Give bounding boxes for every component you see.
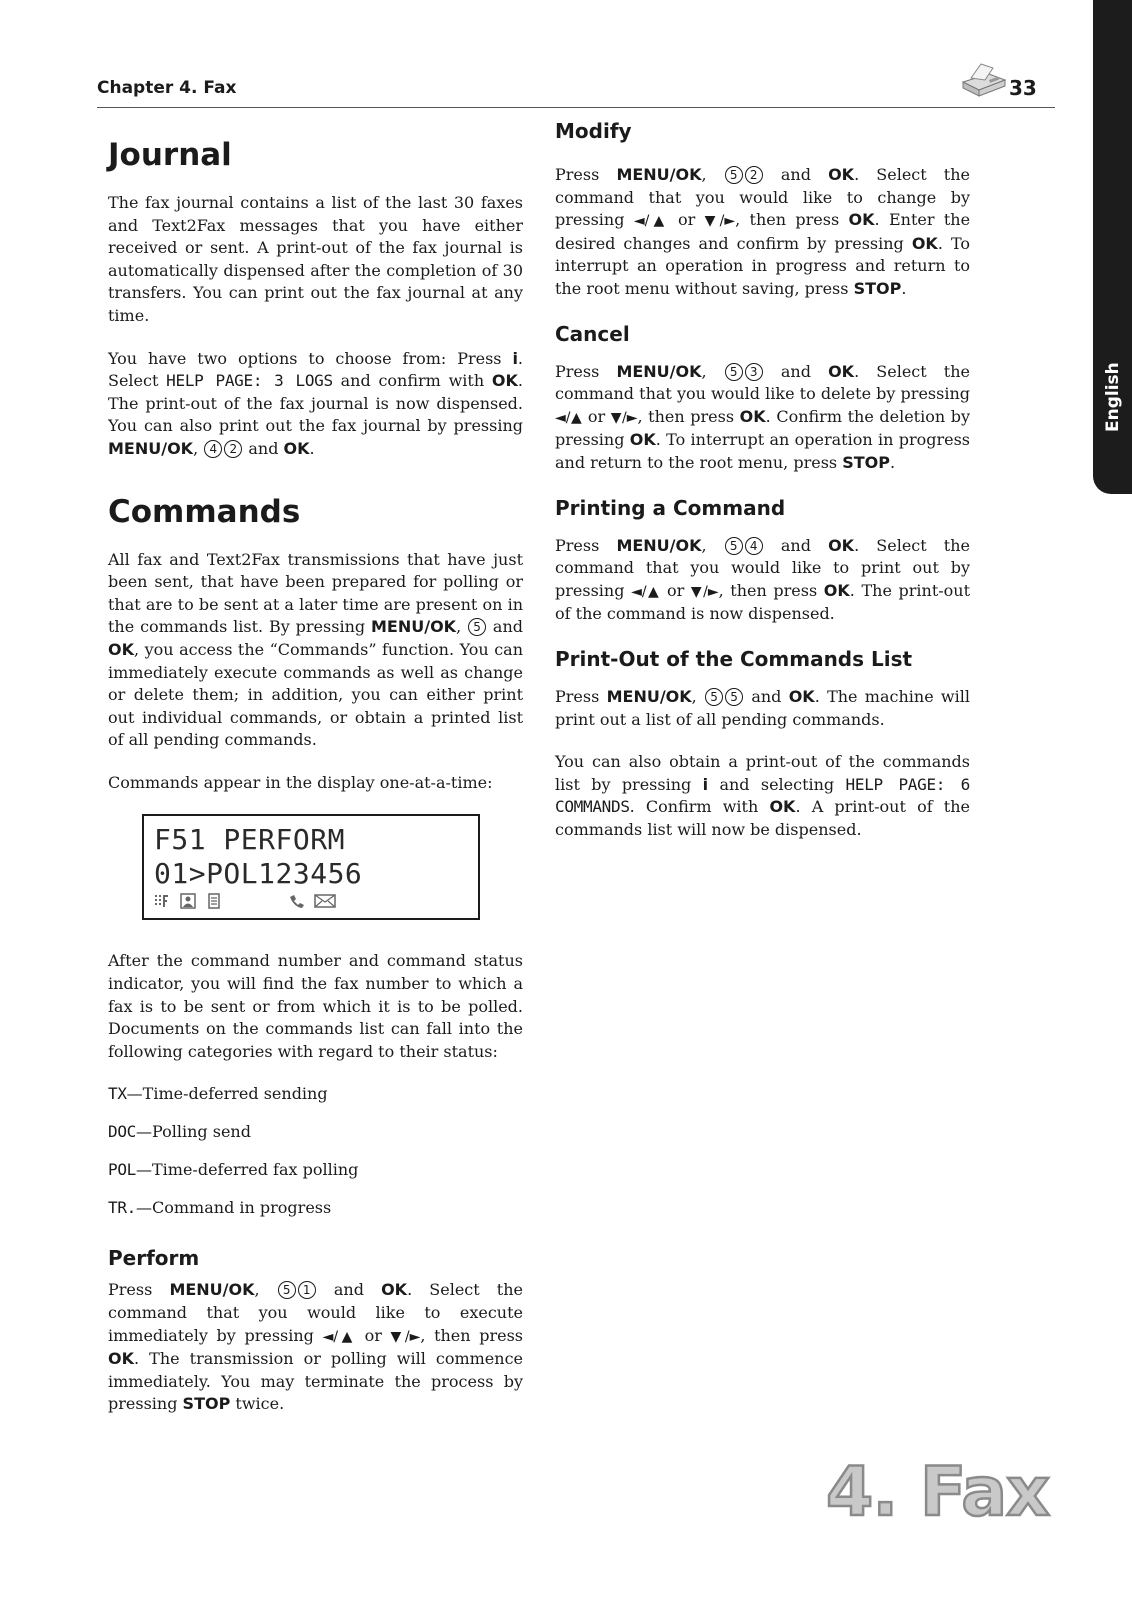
page-header	[97, 78, 1055, 108]
ok-key: OK	[629, 430, 656, 450]
key-5-icon: 5	[468, 618, 486, 636]
journal-heading: Journal	[108, 137, 232, 173]
fine-resolution-icon	[154, 893, 170, 909]
cancel-heading: Cancel	[555, 321, 630, 346]
commands-heading: Commands	[108, 493, 301, 530]
lcd-line-2: 01>POL123456	[154, 857, 363, 891]
arrow-down-right-icon: ▼/►	[390, 1328, 421, 1345]
arrow-left-up-icon: ◄/▲	[633, 213, 669, 230]
stop-key: STOP	[853, 278, 902, 298]
key-4-icon: 4	[204, 440, 222, 458]
ok-key: OK	[739, 406, 766, 426]
key-2-icon: 2	[745, 166, 763, 184]
printing-command-paragraph: Press MENU/OK, 5 4 and OK. Select the command that you would like to print out by pressing ◄/▲ or ▼/►, then press OK. The print-out of the command is now dispensed.	[555, 535, 971, 624]
menu-ok-key: MENU/OK	[370, 617, 457, 637]
key-4-icon: 4	[745, 537, 763, 555]
envelope-icon	[314, 893, 336, 909]
key-5-icon: 5	[725, 166, 743, 184]
left-column	[108, 118, 523, 1436]
ok-key: OK	[769, 797, 796, 817]
commands-paragraph-1: All fax and Text2Fax transmissions that have just been sent, that have been prepared for polling or that are to be sent at a later time are present on in the commands list. By pressing MENU/OK, 5 and OK, you access the “Commands” function. You can immediately execute commands as well as change or delete them; in addition, you can either print out individual commands, or obtain a printed list of all pending commands.	[108, 549, 523, 750]
commands-paragraph-2: Commands appear in the display one-at-a-time:	[108, 772, 493, 792]
chapter-footer-title: 4. Fax	[826, 1453, 1050, 1532]
menu-ok-key: MENU/OK	[606, 686, 692, 706]
status-item-pol: POL—Time-deferred fax polling	[108, 1160, 359, 1180]
lcd-status-icons	[154, 893, 454, 913]
cancel-paragraph: Press MENU/OK, 5 3 and OK. Select the command that you would like to delete by pressing ◄/▲ or ▼/►, then press OK. Confirm the deletion by pressing OK. To interrupt an operation in progress and return to the root menu, press STOP.	[555, 361, 971, 472]
info-key-icon: i	[512, 348, 518, 368]
ok-key: OK	[828, 361, 855, 381]
status-list	[108, 1083, 523, 1219]
arrow-down-right-icon: ▼/►	[610, 409, 638, 426]
telephone-icon	[288, 893, 306, 909]
arrow-left-up-icon: ◄/▲	[631, 583, 661, 600]
photo-mode-icon	[180, 893, 196, 909]
language-tab-label: English	[1103, 362, 1123, 432]
menu-ok-key: MENU/OK	[616, 535, 702, 555]
ok-key: OK	[828, 165, 855, 184]
key-1-icon: 1	[298, 1281, 316, 1299]
menu-ok-key: MENU/OK	[169, 1280, 255, 1300]
menu-ok-key: MENU/OK	[108, 438, 194, 458]
lcd-line-1: F51 PERFORM	[154, 823, 345, 857]
right-column	[555, 118, 970, 861]
printout-list-paragraph-1: Press MENU/OK, 5 5 and OK. The machine will print out a list of all pending commands.	[555, 686, 970, 729]
display-code: HELP PAGE: 3 LOGS	[166, 371, 333, 391]
header-divider	[97, 107, 1055, 108]
key-3-icon: 3	[745, 363, 763, 381]
ok-key: OK	[823, 580, 850, 600]
ok-key: OK	[283, 438, 310, 458]
printing-command-heading: Printing a Command	[555, 495, 786, 520]
display-code: HELP PAGE: 6 COMMANDS	[555, 774, 971, 817]
perform-heading: Perform	[108, 1246, 200, 1271]
arrow-down-right-icon: ▼/►	[690, 583, 719, 600]
fax-machine-icon	[959, 60, 1007, 104]
key-2-icon: 2	[224, 440, 242, 458]
key-5-icon: 5	[725, 688, 743, 706]
journal-paragraph-2: You have two options to choose from: Press i. Select HELP PAGE: 3 LOGS and confirm with OK. The print-out of the fax journal is now dispensed. You can also print out the fax journal by pressing MENU/OK, 4 2 and OK.	[108, 348, 524, 458]
ok-key: OK	[911, 233, 938, 253]
status-item-tr: TR.—Command in progress	[108, 1198, 332, 1218]
info-key-icon: i	[702, 774, 709, 794]
printout-list-heading: Print-Out of the Commands List	[555, 646, 913, 671]
menu-ok-key: MENU/OK	[616, 361, 702, 381]
arrow-left-up-icon: ◄/▲	[555, 409, 583, 426]
printout-list-paragraph-2: You can also obtain a print-out of the commands list by pressing i and selecting HELP PAGE: 6 COMMANDS. Confirm with OK. A print-out of the commands list will now be dispensed.	[555, 752, 971, 839]
page-number: 33	[1009, 76, 1037, 100]
key-5-icon: 5	[725, 363, 743, 381]
ok-key: OK	[828, 535, 855, 555]
arrow-down-right-icon: ▼/►	[704, 213, 736, 230]
modify-paragraph: Press MENU/OK, 5 2 and OK. Select the command that you would like to change by pressing ◄/▲ or ▼/►, then press OK. Enter the desired changes and confirm by pressing OK. To interrupt an operation in progress and return to the root menu without saving, press STOP.	[555, 165, 971, 298]
key-5-icon: 5	[725, 537, 743, 555]
ok-key: OK	[108, 639, 134, 659]
journal-paragraph-1: The fax journal contains a list of the last 30 faxes and Text2Fax messages that you have either received or sent. A print-out of the fax journal is automatically dispensed after the completion of 30 transfers. You can print out the fax journal at any time.	[108, 193, 523, 325]
ok-key: OK	[788, 686, 815, 706]
lcd-display	[142, 814, 480, 920]
stop-key: STOP	[182, 1394, 231, 1414]
key-5-icon: 5	[705, 688, 723, 706]
ok-key: OK	[108, 1349, 134, 1369]
status-item-doc: DOC—Polling send	[108, 1122, 251, 1142]
document-icon	[206, 893, 222, 909]
commands-paragraph-3: After the command number and command status indicator, you will find the fax number to which a fax is to be sent or from which it is to be polled. Documents on the commands list can fall into the following categories with regard to their status:	[108, 951, 523, 1061]
stop-key: STOP	[842, 452, 890, 472]
status-item-tx: TX—Time-deferred sending	[108, 1084, 328, 1104]
key-5-icon: 5	[278, 1281, 296, 1299]
menu-ok-key: MENU/OK	[616, 165, 702, 184]
perform-paragraph: Press MENU/OK, 5 1 and OK. Select the command that you would like to execute immediately by pressing ◄/▲ or ▼/►, then press OK. The transmission or polling will commence immediately. You may terminate the process by pressing STOP twice.	[108, 1280, 524, 1414]
ok-key: OK	[848, 210, 875, 230]
ok-key: OK	[491, 371, 518, 391]
chapter-label: Chapter 4. Fax	[97, 78, 237, 98]
modify-heading: Modify	[555, 119, 632, 143]
arrow-left-up-icon: ◄/▲	[322, 1328, 356, 1345]
ok-key: OK	[381, 1280, 408, 1300]
